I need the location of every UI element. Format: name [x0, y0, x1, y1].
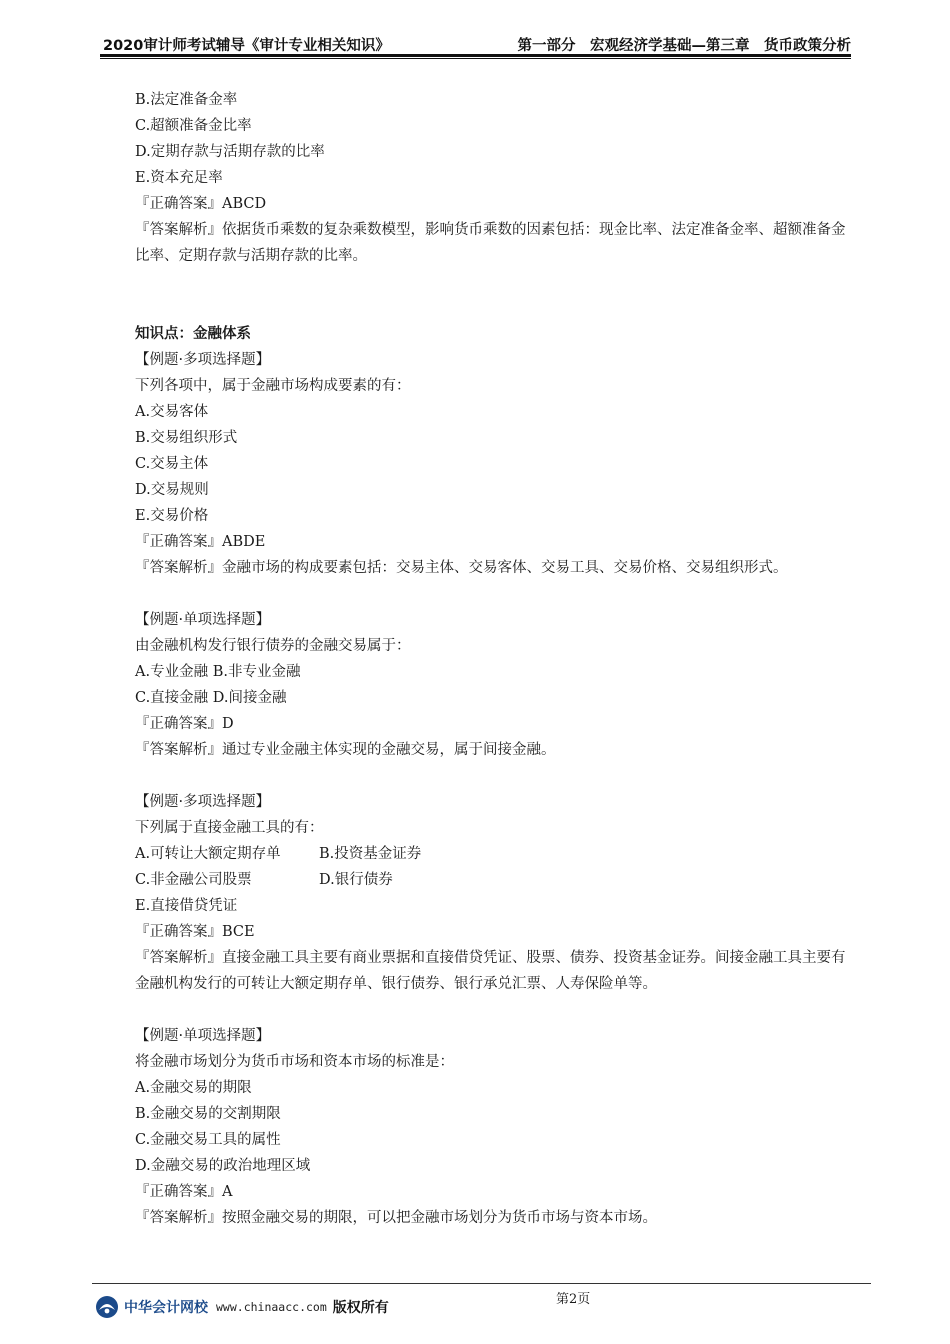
analysis-paragraph: 『答案解析』依据货币乘数的复杂乘数模型，影响货币乘数的因素包括：现金比率、法定准备金率、超额准备金比率、定期存款与活期存款的比率。 — [135, 222, 846, 264]
header-rule-thin — [100, 58, 851, 59]
page-footer — [95, 1293, 389, 1321]
option-line: C.直接金融 D.间接金融 — [135, 690, 287, 706]
question-tag: 【例题·单项选择题】 — [135, 612, 271, 628]
question-tag: 【例题·多项选择题】 — [135, 794, 271, 810]
answer-line: 『正确答案』D — [135, 716, 234, 732]
analysis-paragraph: 『答案解析』直接金融工具主要有商业票据和直接借贷凭证、股票、债券、投资基金证券。间接金融工具主要有金融机构发行的可转让大额定期存单、银行债券、银行承兑汇票、人寿保险单等。 — [135, 950, 846, 992]
option-line: C.金融交易工具的属性 — [135, 1132, 281, 1148]
footer-brand: 中华会计网校 — [124, 1300, 208, 1316]
option-line: A.金融交易的期限 — [135, 1080, 252, 1096]
option-line: C.超额准备金比率 — [135, 118, 252, 134]
option-line: B.交易组织形式 — [135, 430, 238, 446]
header-rule-thick — [100, 54, 851, 57]
option-line: D.金融交易的政治地理区域 — [135, 1158, 311, 1174]
option-line: D.交易规则 — [135, 482, 209, 498]
option-row — [135, 841, 851, 867]
question-stem: 将金融市场划分为货币市场和资本市场的标准是： — [135, 1054, 454, 1070]
option-line: E.资本充足率 — [135, 170, 223, 186]
page-number: 第2页 — [556, 1292, 591, 1307]
option-line: B.法定准备金率 — [135, 92, 238, 108]
question-stem: 由金融机构发行银行债券的金融交易属于： — [135, 638, 411, 654]
question-tag: 【例题·单项选择题】 — [135, 1028, 271, 1044]
analysis-paragraph: 『答案解析』金融市场的构成要素包括：交易主体、交易客体、交易工具、交易价格、交易组织形式。 — [135, 560, 788, 576]
option-item: D.银行债券 — [319, 872, 393, 888]
footer-copyright: 版权所有 — [332, 1300, 389, 1316]
question-stem: 下列各项中，属于金融市场构成要素的有： — [135, 378, 411, 394]
analysis-paragraph: 『答案解析』通过专业金融主体实现的金融交易，属于间接金融。 — [135, 742, 556, 758]
option-line: C.交易主体 — [135, 456, 209, 472]
footer-url[interactable]: www.chinaacc.com — [216, 1300, 327, 1314]
option-line: B.金融交易的交割期限 — [135, 1106, 281, 1122]
option-line: E.直接借贷凭证 — [135, 898, 238, 914]
answer-line: 『正确答案』ABCD — [135, 196, 267, 212]
chinaacc-logo-icon — [95, 1295, 119, 1319]
footer-rule — [92, 1283, 871, 1284]
option-line: D.定期存款与活期存款的比率 — [135, 144, 325, 160]
answer-line: 『正确答案』BCE — [135, 924, 255, 940]
document-body — [135, 87, 851, 1231]
option-item: B.投资基金证券 — [319, 846, 422, 862]
option-item: C.非金融公司股票 — [135, 872, 252, 888]
header-chapter-title: 第一部分 宏观经济学基础—第三章 货币政策分析 — [517, 38, 851, 54]
option-row — [135, 867, 851, 893]
option-item: A.可转让大额定期存单 — [135, 846, 281, 862]
header-course-title: 2020审计师考试辅导《审计专业相关知识》 — [103, 38, 390, 54]
option-line: A.专业金融 B.非专业金融 — [135, 664, 301, 680]
question-stem: 下列属于直接金融工具的有： — [135, 820, 324, 836]
option-line: E.交易价格 — [135, 508, 209, 524]
answer-line: 『正确答案』ABDE — [135, 534, 266, 550]
analysis-paragraph: 『答案解析』按照金融交易的期限，可以把金融市场划分为货币市场与资本市场。 — [135, 1210, 657, 1226]
page-header — [103, 32, 851, 54]
knowledge-point-heading: 知识点：金融体系 — [135, 326, 251, 342]
question-tag: 【例题·多项选择题】 — [135, 352, 271, 368]
answer-line: 『正确答案』A — [135, 1184, 233, 1200]
option-line: A.交易客体 — [135, 404, 209, 420]
